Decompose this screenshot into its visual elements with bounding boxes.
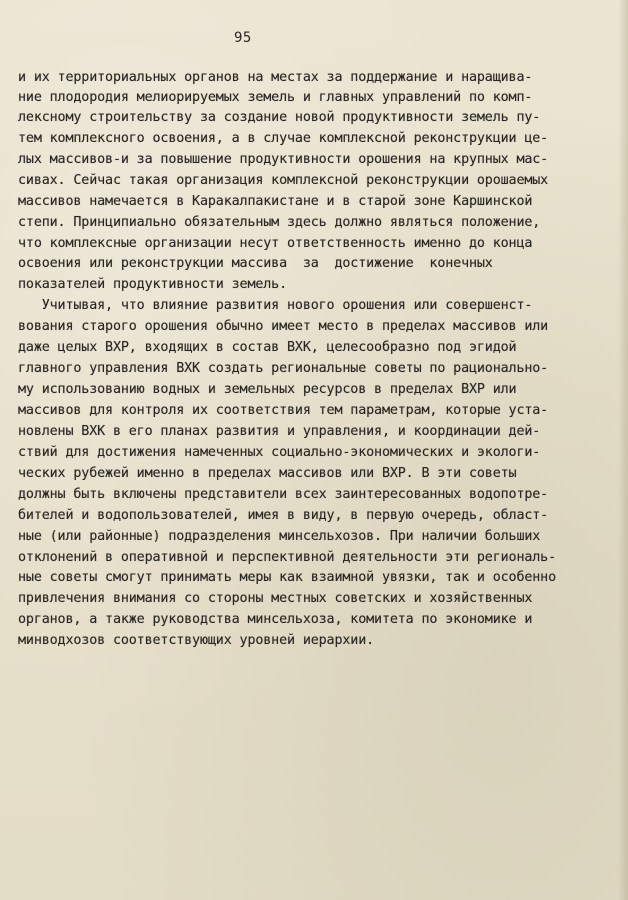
text-line: тем комплексного освоения, а в случае комплексной реконструкции це- [18,131,549,146]
text-line: ческих рубежей именно в пределах массивов или ВХР. В эти советы [18,466,517,481]
text-line: сивах. Сейчас такая организация комплексной реконструкции орошаемых [18,173,549,188]
text-line: и их территориальных органов на местах за поддержание и наращива- [18,70,533,85]
text-line: массивов намечается в Каракалпакистане и в старой зоне Каршинской [18,194,533,209]
text-line: ные (или районные) подразделения минсельхозов. При наличии больших [18,529,541,544]
page-number: 95 [234,30,252,46]
text-line: ствий для достижения намеченных социально-экономических и экологи- [18,445,541,460]
text-line: должны быть включены представители всех заинтересованных водопотре- [18,487,549,502]
text-line: вования старого орошения обычно имеет место в пределах массивов или [18,319,549,334]
text-line: привлечения внимания со стороны местных советских и хозяйственных [18,591,533,606]
text-line: бителей и водопользователей, имея в виду, в первую очередь, област- [18,508,549,523]
page-edge-shadow [618,0,628,900]
text-line: ные советы смогут принимать меры как взаимной увязки, так и особенно [18,570,557,585]
text-line: лексному строительству за создание новой продуктивности земель пу- [18,110,541,125]
text-line: массивов для контроля их соответствия тем параметрам, которые уста- [18,403,549,418]
text-line: освоения или реконструкции массива за достижение конечных [18,256,493,271]
text-line: даже целых ВХР, входящих в состав ВХК, целесообразно под эгидой [18,340,517,355]
text-line: новлены ВХК в его планах развития и управления, и координации дей- [18,424,541,439]
text-line: лых массивов-и за повышение продуктивности орошения на крупных мас- [18,152,549,167]
text-line: главного управления ВХК создать региональные советы по рационально- [18,361,549,376]
text-line: Учитывая, что влияние развития нового орошения или совершенст- [18,298,533,313]
text-line: ние плодородия мелиорируемых земель и главных управлений по комп- [18,90,533,105]
text-line: минводхозов соответствующих уровней иерархии. [18,633,375,648]
text-line: отклонений в оперативной и перспективной деятельности эти региональ- [18,550,557,565]
text-line: показателей продуктивности земель. [18,277,288,292]
text-line: органов, а также руководства минсельхоза, комитета по экономике и [18,612,533,627]
text-line: что комплексные организации несут ответственность именно до конца [18,236,533,251]
text-line: степи. Принципиально обязательным здесь должно являться положение, [18,215,541,230]
text-line: му использованию водных и земельных ресурсов в пределах ВХР или [18,382,517,397]
